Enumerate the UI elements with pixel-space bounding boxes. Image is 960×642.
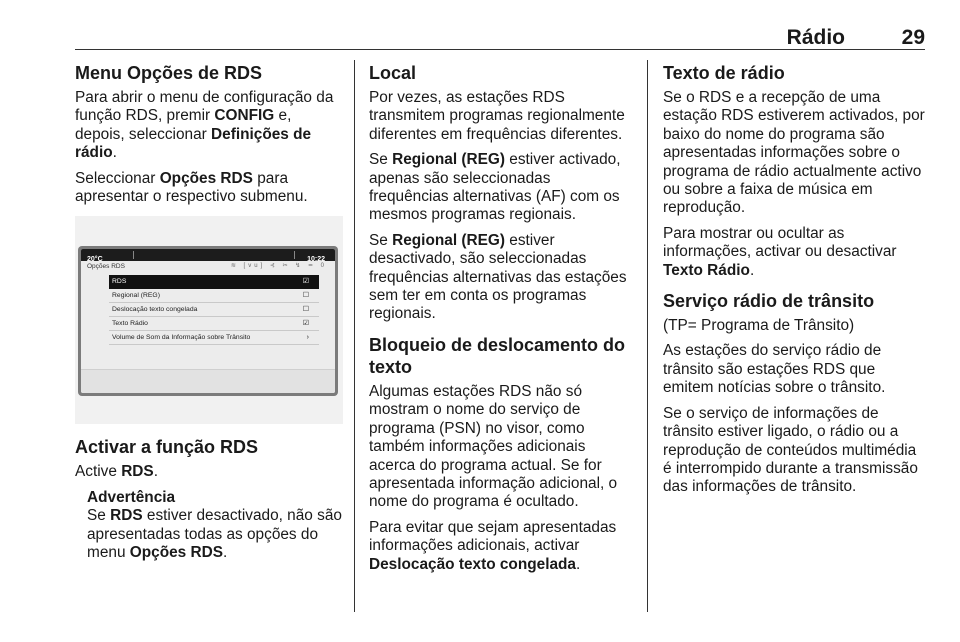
menu-item-text-freeze[interactable]: Deslocação texto congelada ☐: [109, 303, 319, 317]
heading-traffic-service: Serviço rádio de trânsito: [663, 291, 875, 312]
chevron-right-icon: ›: [306, 334, 309, 342]
paragraph-select-options: Seleccionar Opções RDS para apresentar o respectivo submenu.: [75, 169, 308, 206]
paragraph-psn: Algumas estações RDS não só mostram o nome do serviço de programa (PSN) no visor, como também informações adicionais acerca do programa actual. Se for apresentada informação adicional, o nome do programa é ocultado.: [369, 382, 618, 511]
display-subtitle: Opções RDS: [87, 263, 125, 271]
paragraph-activate: Active RDS.: [75, 463, 158, 481]
heading-text-lock: Bloqueio de deslocamento do texto: [369, 334, 626, 377]
warning-note: Advertência Se RDS estiver desactivado, não são apresentadas todas as opções do menu Opções RDS.: [87, 488, 342, 562]
paragraph-tp-definition: (TP= Programa de Trânsito): [663, 317, 855, 335]
display-subtitle-bar: [81, 261, 335, 272]
temperature-readout: 20°C: [87, 256, 103, 264]
column-3: [663, 62, 927, 504]
warning-title: Advertência: [87, 488, 176, 506]
display-status-bar: [81, 249, 335, 264]
heading-activate-rds: Activar a função RDS: [75, 437, 259, 458]
menu-item-radio-text[interactable]: Texto Rádio ☑: [109, 317, 319, 331]
radio-display: [78, 246, 338, 396]
checkbox-empty-icon: ☐: [302, 306, 309, 314]
heading-radio-text: Texto de rádio: [663, 63, 785, 83]
page-number: 29: [901, 26, 925, 49]
menu-item-ta-volume[interactable]: Volume de Som da Informação sobre Trânsito ›: [109, 331, 319, 345]
header-rule: [75, 49, 925, 50]
paragraph-regional-off: Se Regional (REG) estiver desactivado, são seleccionadas frequências alternativas das estações sem ter em conta os programas regionais.: [369, 231, 627, 323]
checkbox-checked-icon: ☑: [302, 320, 309, 328]
rds-options-screen-figure: [75, 216, 343, 424]
paragraph-toggle-radio-text: Para mostrar ou ocultar as informações, activar ou desactivar Texto Rádio.: [663, 224, 897, 279]
paragraph-traffic-interrupt: Se o serviço de informações de trânsito estiver ligado, o rádio ou a reprodução de conteúdos multimédia é interrompido durante a transmissão das informações de trânsito.: [663, 404, 918, 496]
clock-readout: 10:22: [307, 256, 325, 264]
paragraph-traffic-stations: As estações do serviço rádio de trânsito são estações RDS que emitem notícias sobre o trânsito.: [663, 342, 886, 397]
column-divider-2: [647, 60, 648, 612]
checkbox-checked-icon: ☑: [302, 278, 309, 286]
rds-options-menu: [109, 275, 319, 345]
paragraph-regional-on: Se Regional (REG) estiver activado, apenas são seleccionadas frequências alternativas (AF) com os mesmos programas regionais.: [369, 151, 621, 224]
checkbox-empty-icon: ☐: [302, 292, 309, 300]
paragraph-avoid-info: Para evitar que sejam apresentadas informações adicionais, activar Deslocação texto congelada.: [369, 518, 617, 573]
menu-item-rds[interactable]: RDS ☑: [109, 275, 319, 289]
column-2: [369, 62, 633, 581]
column-divider-1: [354, 60, 355, 612]
display-bottom-bar: [81, 369, 335, 393]
status-icons: ≋ [vu] ⊰ ✂ ↯ ⋍ 0: [230, 263, 327, 270]
paragraph-local-intro: Por vezes, as estações RDS transmitem programas regionalmente diferentes em frequências diferentes.: [369, 89, 625, 143]
heading-rds-options: Menu Opções de RDS: [75, 63, 263, 83]
heading-local: Local: [369, 63, 417, 83]
menu-item-regional[interactable]: Regional (REG) ☐: [109, 289, 319, 303]
page-title: Rádio: [786, 26, 845, 49]
paragraph-radio-text-intro: Se o RDS e a recepção de uma estação RDS estiverem activados, por baixo do nome do programa são apresentadas informações sobre o programa de rádio actualmente activo ou sobre a faixa de música em reprodução.: [663, 89, 925, 217]
paragraph-open-menu: Para abrir o menu de configuração da função RDS, premir CONFIG e, depois, seleccionar Definições de rádio.: [75, 89, 334, 162]
column-1: [75, 62, 343, 562]
